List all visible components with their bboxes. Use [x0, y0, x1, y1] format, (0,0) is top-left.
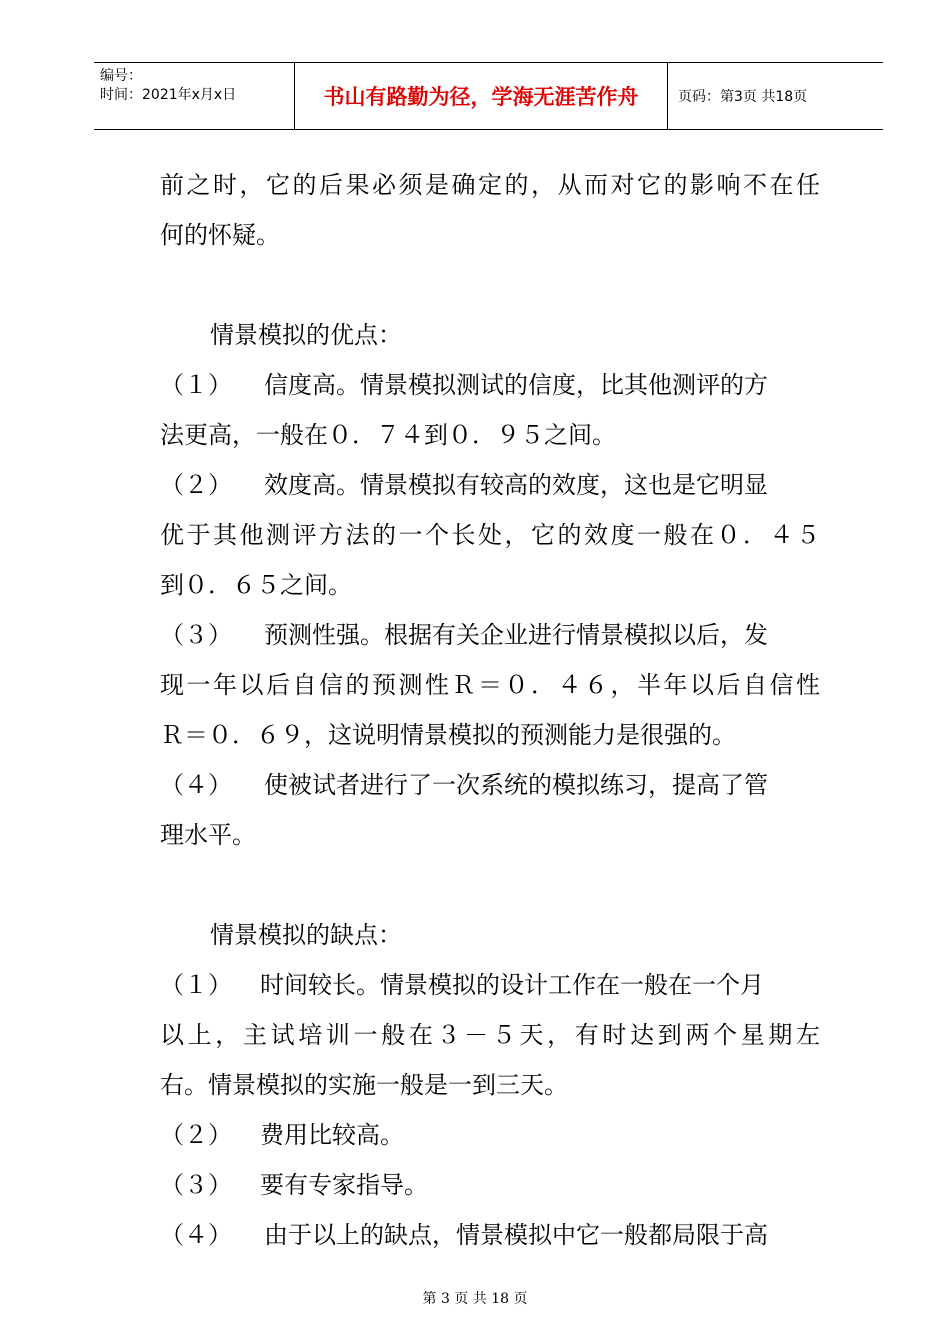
disadvantages-heading: 情景模拟的缺点：: [210, 921, 402, 949]
list-item: [160, 1160, 820, 1210]
list-text: 信度高。情景模拟测试的信度，比其他测评的方: [264, 371, 768, 399]
document-time-label: 时间：2021年x月x日: [100, 87, 237, 103]
list-number: （１）: [160, 971, 232, 999]
list-text: 预测性强。根据有关企业进行情景模拟以后，发: [264, 621, 768, 649]
paragraph-line: 前之时，它的后果必须是确定的，从而对它的影响不在任: [160, 171, 820, 199]
list-item: [160, 960, 820, 1010]
document-body: [160, 160, 820, 1260]
header-meta: [94, 63, 295, 129]
list-text: 费用比较高。: [260, 1121, 404, 1149]
page-header: [94, 62, 883, 130]
advantages-heading: 情景模拟的优点：: [210, 321, 402, 349]
list-number: （４）: [160, 771, 232, 799]
list-text: 由于以上的缺点，情景模拟中它一般都局限于高: [264, 1221, 768, 1249]
list-text: 使被试者进行了一次系统的模拟练习，提高了管: [264, 771, 768, 799]
list-item: [160, 1110, 820, 1160]
list-text: 时间较长。情景模拟的设计工作在一般在一个月: [260, 971, 764, 999]
paragraph-spacer: [160, 860, 820, 910]
list-item: [160, 460, 820, 510]
page-footer: 第 3 页 共 18 页: [422, 1291, 528, 1307]
list-item: [160, 760, 820, 810]
list-number: （３）: [160, 621, 232, 649]
list-number: （４）: [160, 1221, 232, 1249]
paragraph-line: 现一年以后自信的预测性Ｒ＝０．４６，半年以后自信性: [160, 671, 820, 699]
paragraph-line: 法更高，一般在０．７４到０．９５之间。: [160, 421, 616, 449]
list-text: 要有专家指导。: [260, 1171, 428, 1199]
paragraph-line: Ｒ＝０．６９，这说明情景模拟的预测能力是很强的。: [160, 721, 736, 749]
paragraph-line: 何的怀疑。: [160, 221, 280, 249]
list-item: [160, 1210, 820, 1260]
paragraph-line: 理水平。: [160, 821, 256, 849]
paragraph-line: 以上，主试培训一般在３－５天，有时达到两个星期左: [160, 1021, 820, 1049]
paragraph-line: 优于其他测评方法的一个长处，它的效度一般在０．４５: [160, 521, 820, 549]
list-item: [160, 360, 820, 410]
list-item: [160, 610, 820, 660]
list-number: （２）: [160, 471, 232, 499]
paragraph-spacer: [160, 260, 820, 310]
list-text: 效度高。情景模拟有较高的效度，这也是它明显: [264, 471, 768, 499]
list-number: （３）: [160, 1171, 232, 1199]
document-number-label: 编号：: [100, 68, 142, 84]
paragraph-line: 到０．６５之间。: [160, 571, 352, 599]
paragraph-line: 右。情景模拟的实施一般是一到三天。: [160, 1071, 568, 1099]
list-number: （２）: [160, 1121, 232, 1149]
list-number: （１）: [160, 371, 232, 399]
header-motto: 书山有路勤为径，学海无涯苦作舟: [295, 63, 668, 129]
header-page-number: 页码：第3页 共18页: [678, 89, 808, 105]
